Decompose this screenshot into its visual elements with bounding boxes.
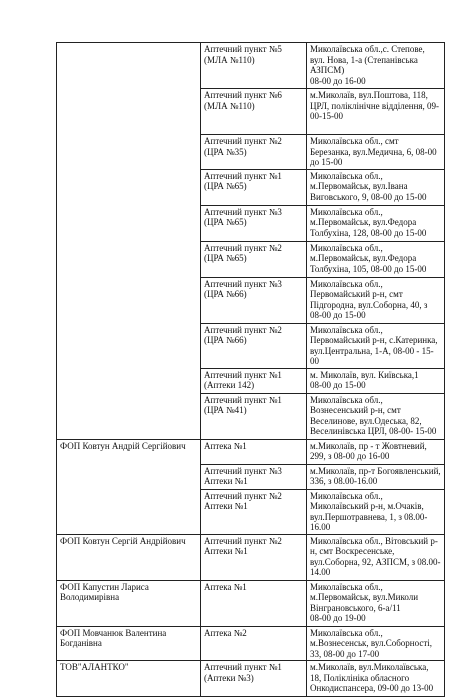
table-row — [57, 43, 445, 89]
point-cell: Аптечний пункт №2 (ЦРА №65) — [201, 241, 307, 277]
address-cell: Миколаївська обл., м.Вознесенськ, вул.Соборності, 33, 08-00 до 17-00 — [307, 626, 445, 661]
point-cell: Аптечний пункт №1 (ЦРА №41) — [201, 393, 307, 439]
address-cell: Миколаївська обл., Первомайський р-н, с.Катеринка, вул.Центральна, 1-А, 08-00 - 15-00 — [307, 323, 445, 368]
point-cell: Аптечний пункт №3 Аптеки №1 — [201, 464, 307, 489]
owner-cell: ФОП Капустин Лариса Володимирівна — [57, 580, 201, 626]
point-cell: Аптечний пункт №2 Аптеки №1 — [201, 489, 307, 534]
owner-cell: ФОП Ковтун Андрій Сергійович — [57, 439, 201, 534]
address-cell: м.Миколаїв, пр - т Жовтневий, 299, з 08-00 до 16-00 — [307, 439, 445, 464]
address-cell: Миколаївська обл., м.Первомайськ, вул.Федора Толбухіна, 105, 08-00 до 15-00 — [307, 241, 445, 277]
address-cell: Миколаївська обл., м.Первомайськ, вул.Федора Толбухіна, 128, 08-00 до 15-00 — [307, 205, 445, 241]
point-cell: Аптечний пункт №6 (МЛА №110) — [201, 89, 307, 135]
point-cell: Аптечний пункт №2 Аптеки №1 — [201, 534, 307, 580]
point-cell: Аптечний пункт №5 (МЛА №110) — [201, 43, 307, 89]
owner-cell — [57, 43, 201, 440]
address-cell: м. Миколаїв, вул. Київська,1 08-00 до 15-00 — [307, 368, 445, 393]
address-cell: Миколаївська обл., Вітовський р-н, смт Воскресенське, вул.Соборна, 92, АЗПСМ, з 08.00-14.00 — [307, 534, 445, 580]
table-row — [57, 661, 445, 697]
table-row — [57, 439, 445, 464]
pharmacy-table — [56, 42, 445, 697]
address-cell: Миколаївська обл., Первомайський р-н, смт Підгородна, вул.Соборна, 40, з 08-00 до 15-00 — [307, 277, 445, 323]
point-cell: Аптечний пункт №1 (ЦРА №65) — [201, 169, 307, 205]
point-cell: Аптека №1 — [201, 439, 307, 464]
point-cell: Аптечний пункт №3 (ЦРА №66) — [201, 277, 307, 323]
owner-cell: ТОВ"АЛАНТКО" — [57, 661, 201, 697]
owner-cell: ФОП Мовчанюк Валентина Богданівна — [57, 626, 201, 661]
point-cell: Аптечний пункт №1 (Аптеки №3) — [201, 661, 307, 697]
address-cell: Миколаївська обл., смт Березанка, вул.Медична, 6, 08-00 до 15-00 — [307, 135, 445, 170]
point-cell: Аптечний пункт №2 (ЦРА №66) — [201, 323, 307, 368]
address-cell: м.Миколаїв, вул.Миколаївська, 18, Поліклініка обласного Онкодиспансера, 09-00 до 13-00 — [307, 661, 445, 697]
address-cell: Миколаївська обл.,с. Степове, вул. Нова, 1-а (Степанівська АЗПСМ) 08-00 до 16-00 — [307, 43, 445, 89]
address-cell: м.Миколаїв, пр-т Богоявленський, 336, з 08.00-16.00 — [307, 464, 445, 489]
address-cell: Миколаївська обл., Вознесенський р-н, смт Веселинове, вул.Одеська, 82, Веселинівська ЦРЛ, 08-00- 15-00 — [307, 393, 445, 439]
address-cell: Миколаївська обл., м.Первомайськ, вул.Івана Виговського, 9, 08-00 до 15-00 — [307, 169, 445, 205]
table-row — [57, 580, 445, 626]
address-cell: Миколаївська обл., Миколаївський р-н, м.Очаків, вул.Першотравнева, 1, з 08.00-16.00 — [307, 489, 445, 534]
table-row — [57, 534, 445, 580]
point-cell: Аптечний пункт №2 (ЦРА №35) — [201, 135, 307, 170]
owner-cell: ФОП Ковтун Сергій Андрійович — [57, 534, 201, 580]
address-cell: м.Миколаїв, вул.Поштова, 118, ЦРЛ, поліклінічне відділення, 09-00-15-00 — [307, 89, 445, 135]
address-cell: Миколаївська обл., м.Первомайськ, вул.Миколи Вінграновського, 6-а/11 08-00 до 19-00 — [307, 580, 445, 626]
point-cell: Аптечний пункт №3 (ЦРА №65) — [201, 205, 307, 241]
table-row — [57, 626, 445, 661]
point-cell: Аптечний пункт №1 (Аптеки 142) — [201, 368, 307, 393]
point-cell: Аптека №1 — [201, 580, 307, 626]
point-cell: Аптека №2 — [201, 626, 307, 661]
